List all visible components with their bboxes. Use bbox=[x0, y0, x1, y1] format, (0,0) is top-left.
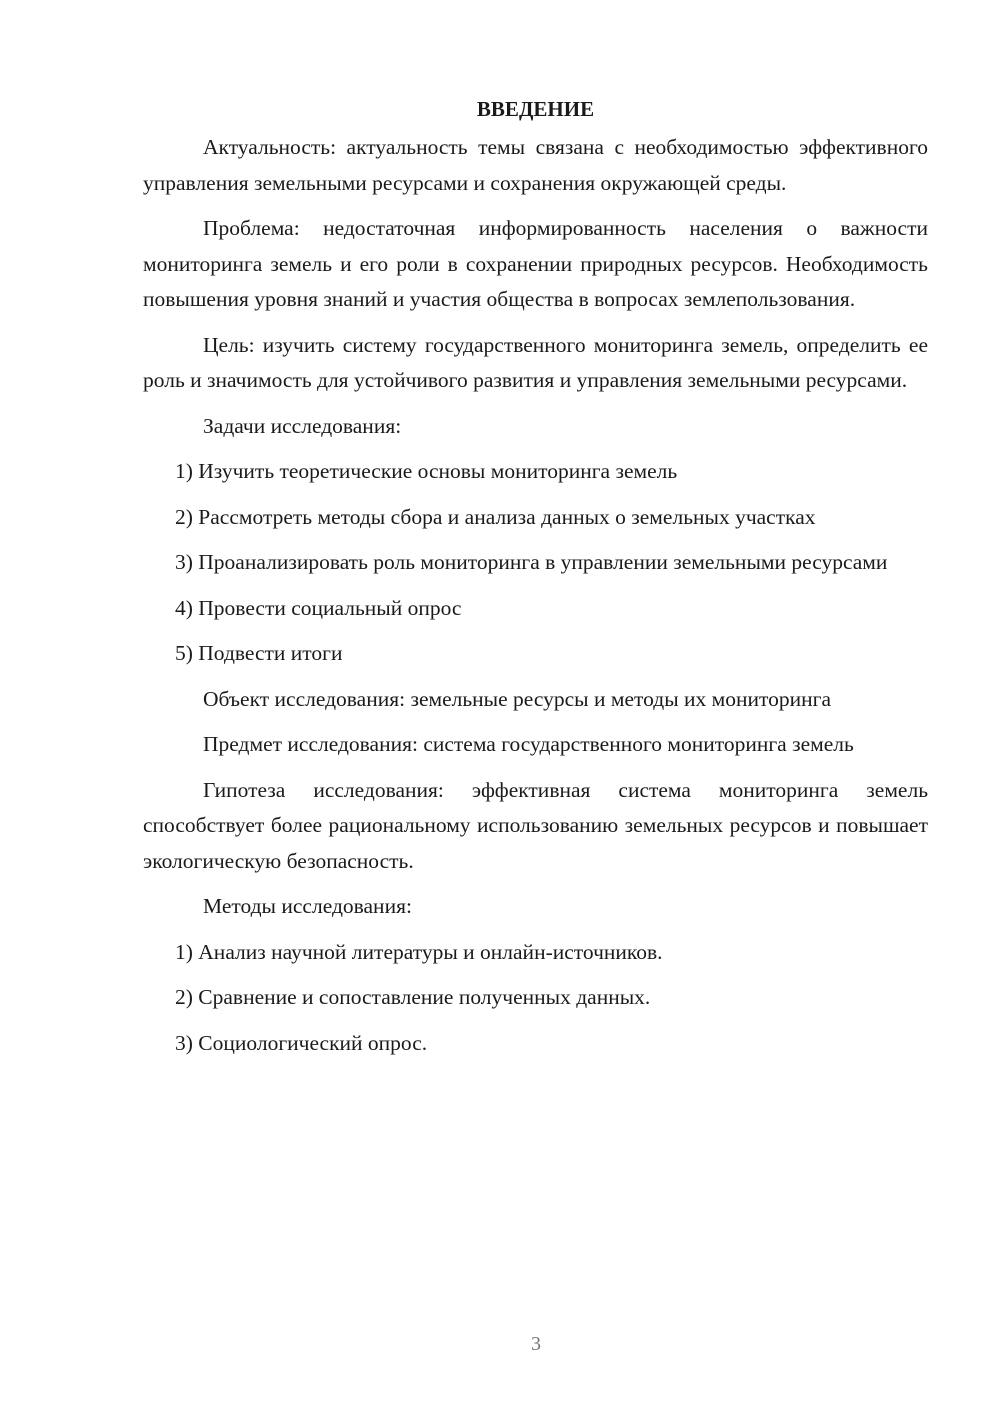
page-number: 3 bbox=[531, 1333, 541, 1355]
tasks-heading: Задачи исследования: bbox=[203, 413, 402, 438]
problem-paragraph: Проблема: недостаточная информированность населения о важности мониторинга земель и его роли в сохранении природных ресурсов. Необходимость повышения уровня знаний и участия общества в вопросах землепользования. bbox=[143, 216, 928, 311]
method-item-1: 1) Анализ научной литературы и онлайн-источников. bbox=[175, 939, 663, 964]
relevance-paragraph: Актуальность: актуальность темы связана с необходимостью эффективного управления земельными ресурсами и сохранения окружающей среды. bbox=[143, 135, 928, 195]
task-item-3: 3) Проанализировать роль мониторинга в управлении земельными ресурсами bbox=[175, 550, 888, 574]
task-item-5: 5) Подвести итоги bbox=[175, 641, 343, 665]
hypothesis-paragraph: Гипотеза исследования: эффективная система мониторинга земель способствует более рациональному использованию земельных ресурсов и повышает экологическую безопасность. bbox=[143, 777, 928, 873]
page-content bbox=[143, 94, 928, 1071]
task-item-4: 4) Провести социальный опрос bbox=[175, 595, 462, 620]
section-title: ВВЕДЕНИЕ bbox=[476, 97, 595, 121]
object-line: Объект исследования: земельные ресурсы и методы их мониторинга bbox=[203, 686, 832, 711]
task-item-2: 2) Рассмотреть методы сбора и анализа данных о земельных участках bbox=[175, 504, 816, 529]
method-item-3: 3) Социологический опрос. bbox=[175, 1030, 428, 1055]
method-item-2: 2) Сравнение и сопоставление полученных данных. bbox=[175, 985, 651, 1009]
methods-heading: Методы исследования: bbox=[203, 894, 412, 918]
goal-paragraph: Цель: изучить систему государственного мониторинга земель, определить ее роль и значимость для устойчивого развития и управления земельными ресурсами. bbox=[143, 332, 928, 392]
task-item-1: 1) Изучить теоретические основы мониторинга земель bbox=[175, 459, 678, 483]
subject-paragraph: Предмет исследования: система государственного мониторинга земель bbox=[203, 732, 854, 756]
